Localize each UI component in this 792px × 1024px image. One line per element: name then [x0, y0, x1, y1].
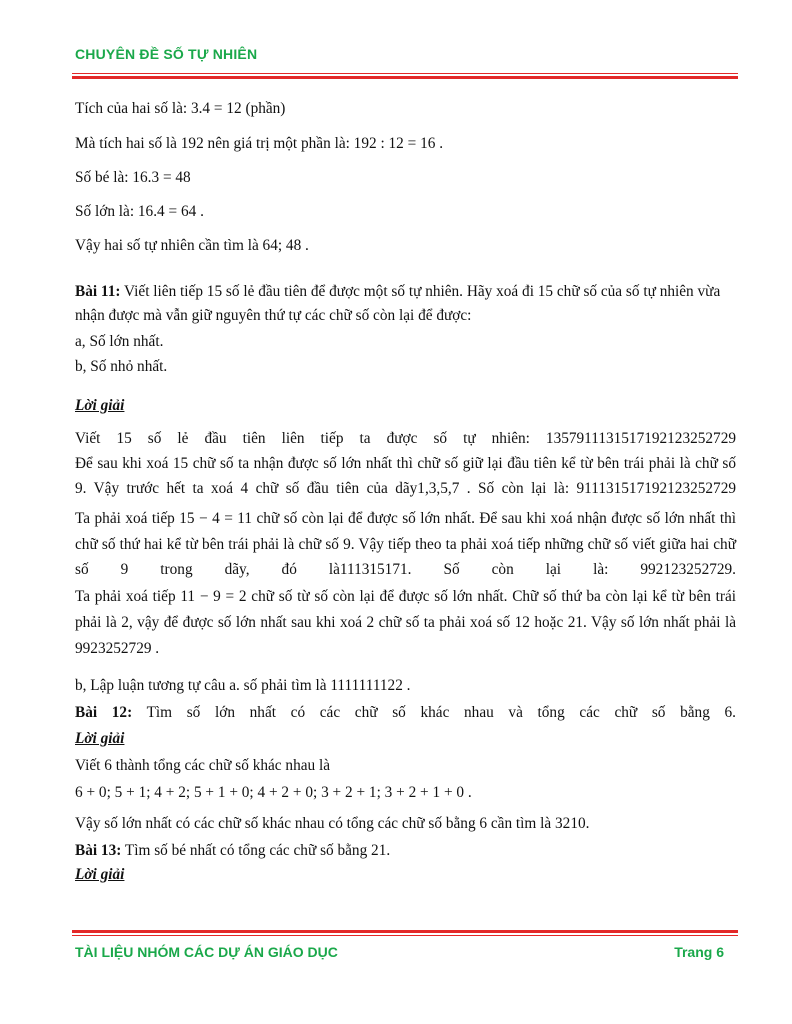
exercise-text: Viết liên tiếp 15 số lẻ đầu tiên để được một số tự nhiên. Hãy xoá đi 15 chữ số của số tự nhiên vừa [120, 283, 721, 300]
text-line: b, Lập luận tương tự câu a. số phải tìm là 1111111122 . [75, 677, 411, 694]
exercise-11-statement [75, 283, 720, 301]
text-line: Mà tích hai số là 192 nên giá trị một phần là: 192 : 12 = 16 . [75, 135, 444, 152]
exercise-text: Tìm số bé nhất có tổng các chữ số bằng 21. [121, 842, 391, 859]
footer-title: TÀI LIỆU NHÓM CÁC DỰ ÁN GIÁO DỤC [75, 944, 338, 960]
text-line: nhận được mà vẫn giữ nguyên thứ tự các chữ số còn lại để được: [75, 307, 472, 324]
exercise-text: Tìm số lớn nhất có các chữ số khác nhau và tổng các chữ số bằng 6. [132, 704, 736, 721]
text-line: Tích của hai số là: 3.4 = 12 (phần) [75, 100, 286, 117]
solution-heading: Lời giải [75, 866, 125, 883]
header-rule-thick [72, 76, 738, 79]
text-line: 9. Vậy trước hết ta xoá 4 chữ số đầu tiên của dãy1,3,5,7 . Số còn lại là: 91113151719212325272​9 [75, 480, 736, 497]
math-expression: 6 + 0; 5 + 1; 4 + 2; 5 + 1 + 0; 4 + 2 + 0; 3 + 2 + 1; 3 + 2 + 1 + 0 . [75, 784, 472, 801]
exercise-label: Bài 12: [75, 704, 133, 721]
text-line: số 9 trong dãy, đó là111315171. Số còn lại là: 992123252729. [75, 561, 736, 578]
text-line: Viết 6 thành tổng các chữ số khác nhau là [75, 757, 331, 774]
text-line: 9923252729 . [75, 640, 160, 657]
page-number: Trang 6 [674, 944, 724, 960]
exercise-label: Bài 11: [75, 283, 121, 300]
text-line: phải là 2, vậy để được số lớn nhất sau khi xoá 2 chữ số ta phải xoá số 12 hoặc 21. Vậy số lớn nhất phải là [75, 614, 736, 631]
footer-rule-thick [72, 930, 738, 933]
text-line: Để sau khi xoá 15 chữ số ta nhận được số lớn nhất thì chữ số giữ lại đầu tiên kể từ bên trái phải là chữ số [75, 455, 736, 472]
exercise-13-statement [75, 842, 390, 860]
text-line: chữ số thứ hai kể từ bên trái phải là chữ số 9. Vậy tiếp theo ta phải xoá tiếp những chữ số viết giữa hai chữ [75, 536, 736, 553]
exercise-12-statement [75, 704, 736, 722]
page-header-title: CHUYÊN ĐỀ SỐ TỰ NHIÊN [75, 46, 258, 62]
text-line: Ta phải xoá tiếp 11 − 9 = 2 chữ số từ số còn lại để được số lớn nhất. Chữ số thứ ba còn lại kể từ bên trái [75, 588, 736, 605]
footer-rule-thin [72, 935, 738, 936]
text-line: Vậy số lớn nhất có các chữ số khác nhau có tổng các chữ số bằng 6 cần tìm là 3210. [75, 815, 590, 832]
exercise-label: Bài 13: [75, 842, 122, 859]
text-line: Vậy hai số tự nhiên cần tìm là 64; 48 . [75, 237, 309, 254]
text-line: Ta phải xoá tiếp 15 − 4 = 11 chữ số còn lại để được số lớn nhất. Để sau khi xoá nhận được số lớn nhất thì [75, 510, 736, 527]
text-line: a, Số lớn nhất. [75, 333, 164, 350]
solution-heading: Lời giải [75, 397, 125, 414]
header-rule-thin [72, 73, 738, 74]
text-line: Số lớn là: 16.4 = 64 . [75, 203, 204, 220]
text-line: Số bé là: 16.3 = 48 [75, 169, 191, 186]
text-line: b, Số nhỏ nhất. [75, 358, 168, 375]
text-line: Viết 15 số lẻ đầu tiên liên tiếp ta được số tự nhiên: 135791113151719212325272​9 [75, 430, 736, 447]
solution-heading: Lời giải [75, 730, 125, 747]
